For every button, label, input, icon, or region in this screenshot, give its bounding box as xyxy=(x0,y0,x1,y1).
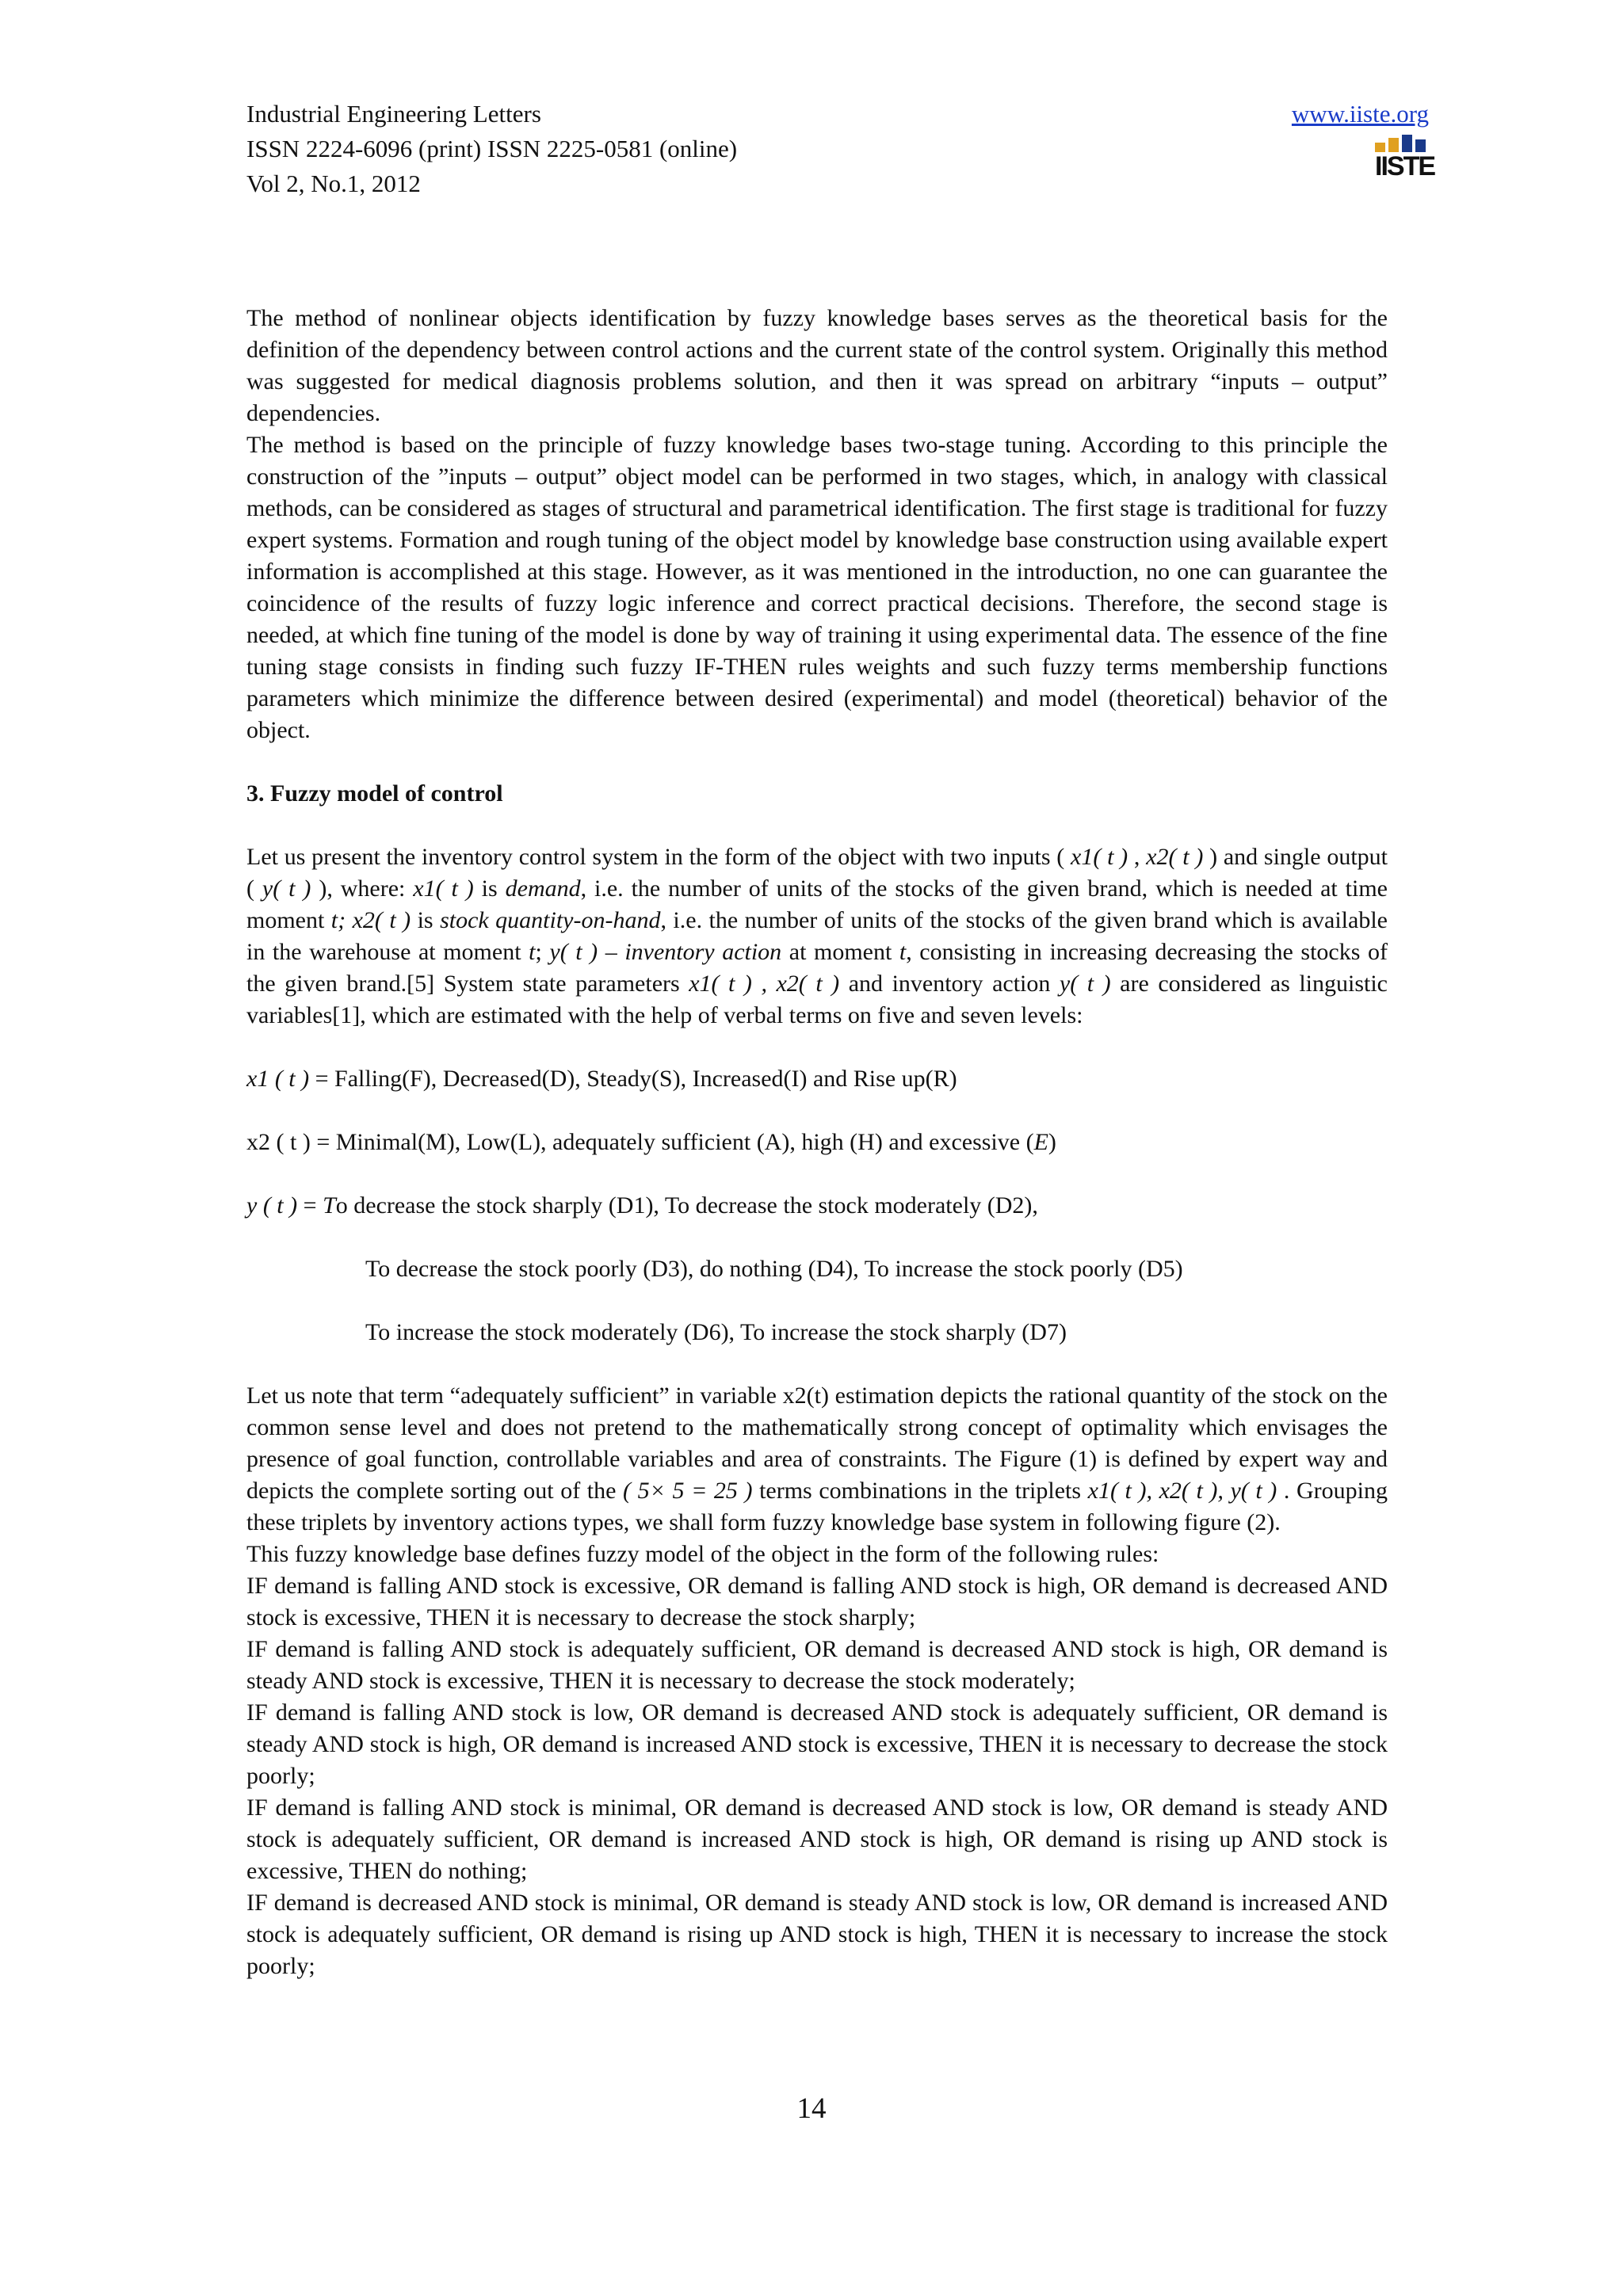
rule-3: IF demand is falling AND stock is low, OR demand is decreased AND stock is adequately sufficient, OR demand is steady AND stock is high, OR demand is increased AND stock is excessive, THEN it is necessary to decrease the stock poorly; xyxy=(246,1699,1388,1789)
paragraph-rules-intro: This fuzzy knowledge base defines fuzzy model of the object in the form of the following rules: xyxy=(246,1541,1159,1567)
journal-volume: Vol 2, No.1, 2012 xyxy=(246,170,421,197)
rule-5: IF demand is decreased AND stock is minimal, OR demand is steady AND stock is low, OR demand is increased AND stock is adequately sufficient, OR demand is rising up AND stock is high, THEN it is necessary to increase the stock poorly; xyxy=(246,1890,1388,1979)
term-x2-definition: x2 ( t ) = Minimal(M), Low(L), adequately sufficient (A), high (H) and excessive (E) xyxy=(246,1129,1056,1155)
term-y-definition-line2: To decrease the stock poorly (D3), do nothing (D4), To increase the stock poorly (D5) xyxy=(365,1256,1183,1282)
term-y-definition-line3: To increase the stock moderately (D6), To increase the stock sharply (D7) xyxy=(365,1319,1067,1345)
paragraph-inventory-system: Let us present the inventory control system in the form of the object with two inputs ( x1( t ) , x2( t ) ) and single output ( y( t ) ), where: x1( t ) is demand, i.e. the number of units of the stocks of the given brand, which is needed at time moment t; x2( t ) is stock quantity-on-hand, i.e. the number of units of the stocks of the given brand which is available in the warehouse at moment t; y( t ) – inventory action at moment t, consisting in increasing decreasing the stocks of the given brand.[5] System state parameters x1( t ) , x2( t ) and inventory action y( t ) are considered as linguistic variables[1], which are estimated with the help of verbal terms on five and seven levels: xyxy=(246,844,1388,1028)
logo-text: IISTE xyxy=(1375,151,1435,181)
rule-1: IF demand is falling AND stock is excessive, OR demand is falling AND stock is high, OR demand is decreased AND stock is excessive, THEN it is necessary to decrease the stock sharply; xyxy=(246,1573,1388,1630)
paragraph-adequately-sufficient: Let us note that term “adequately sufficient” in variable x2(t) estimation depicts the rational quantity of the stock on the common sense level and does not pretend to the mathematically strong concept of optimality which envisages the presence of goal function, controllable variables and area of constraints. The Figure (1) is defined by expert way and depicts the complete sorting out of the ( 5× 5 = 25 ) terms combinations in the triplets x1( t ), x2( t ), y( t ) . Grouping these triplets by inventory actions types, we shall form fuzzy knowledge base system in following figure (2). xyxy=(246,1383,1388,1535)
page-number: 14 xyxy=(796,2092,827,2125)
paragraph-two-stage-tuning: The method is based on the principle of fuzzy knowledge bases two-stage tuning. According to this principle the construction of the ”inputs – output” object model can be performed in two stages, which, in analogy with classical methods, can be considered as stages of structural and parametrical identification. The first stage is traditional for fuzzy expert systems. Formation and rough tuning of the object model by knowledge base construction using available expert information is accomplished at this stage. However, as it was mentioned in the introduction, no one can guarantee the coincidence of the results of fuzzy logic inference and correct practical decisions. Therefore, the second stage is needed, at which fine tuning of the model is done by way of training it using experimental data. The essence of the fine tuning stage consists in finding such fuzzy IF-THEN rules weights and such fuzzy terms membership functions parameters which minimize the difference between desired (experimental) and model (theoretical) behavior of the object. xyxy=(246,432,1388,743)
section-heading: 3. Fuzzy model of control xyxy=(246,780,503,807)
journal-issn: ISSN 2224-6096 (print) ISSN 2225-0581 (online) xyxy=(246,135,738,162)
journal-url-link[interactable]: www.iiste.org xyxy=(1291,100,1429,128)
term-y-definition: y ( t ) = To decrease the stock sharply (D1), To decrease the stock moderately (D2), xyxy=(246,1192,1038,1219)
iiste-logo xyxy=(1375,135,1435,184)
journal-title: Industrial Engineering Letters xyxy=(246,100,541,128)
page-body xyxy=(246,303,1388,1982)
logo-bars xyxy=(1375,135,1429,152)
rule-2: IF demand is falling AND stock is adequately sufficient, OR demand is decreased AND stock is high, OR demand is steady AND stock is excessive, THEN it is necessary to decrease the stock moderately; xyxy=(246,1636,1388,1694)
paragraph-method-identification: The method of nonlinear objects identification by fuzzy knowledge bases serves as the theoretical basis for the definition of the dependency between control actions and the current state of the control system. Originally this method was suggested for medical diagnosis problems solution, and then it was spread on arbitrary “inputs – output” dependencies. xyxy=(246,305,1388,426)
rule-4: IF demand is falling AND stock is minimal, OR demand is decreased AND stock is low, OR demand is steady AND stock is adequately sufficient, OR demand is increased AND stock is high, OR demand is rising up AND stock is excessive, THEN do nothing; xyxy=(246,1794,1388,1884)
term-x1-definition: x1 ( t ) = Falling(F), Decreased(D), Steady(S), Increased(I) and Rise up(R) xyxy=(246,1066,957,1092)
page-header xyxy=(246,97,1435,201)
